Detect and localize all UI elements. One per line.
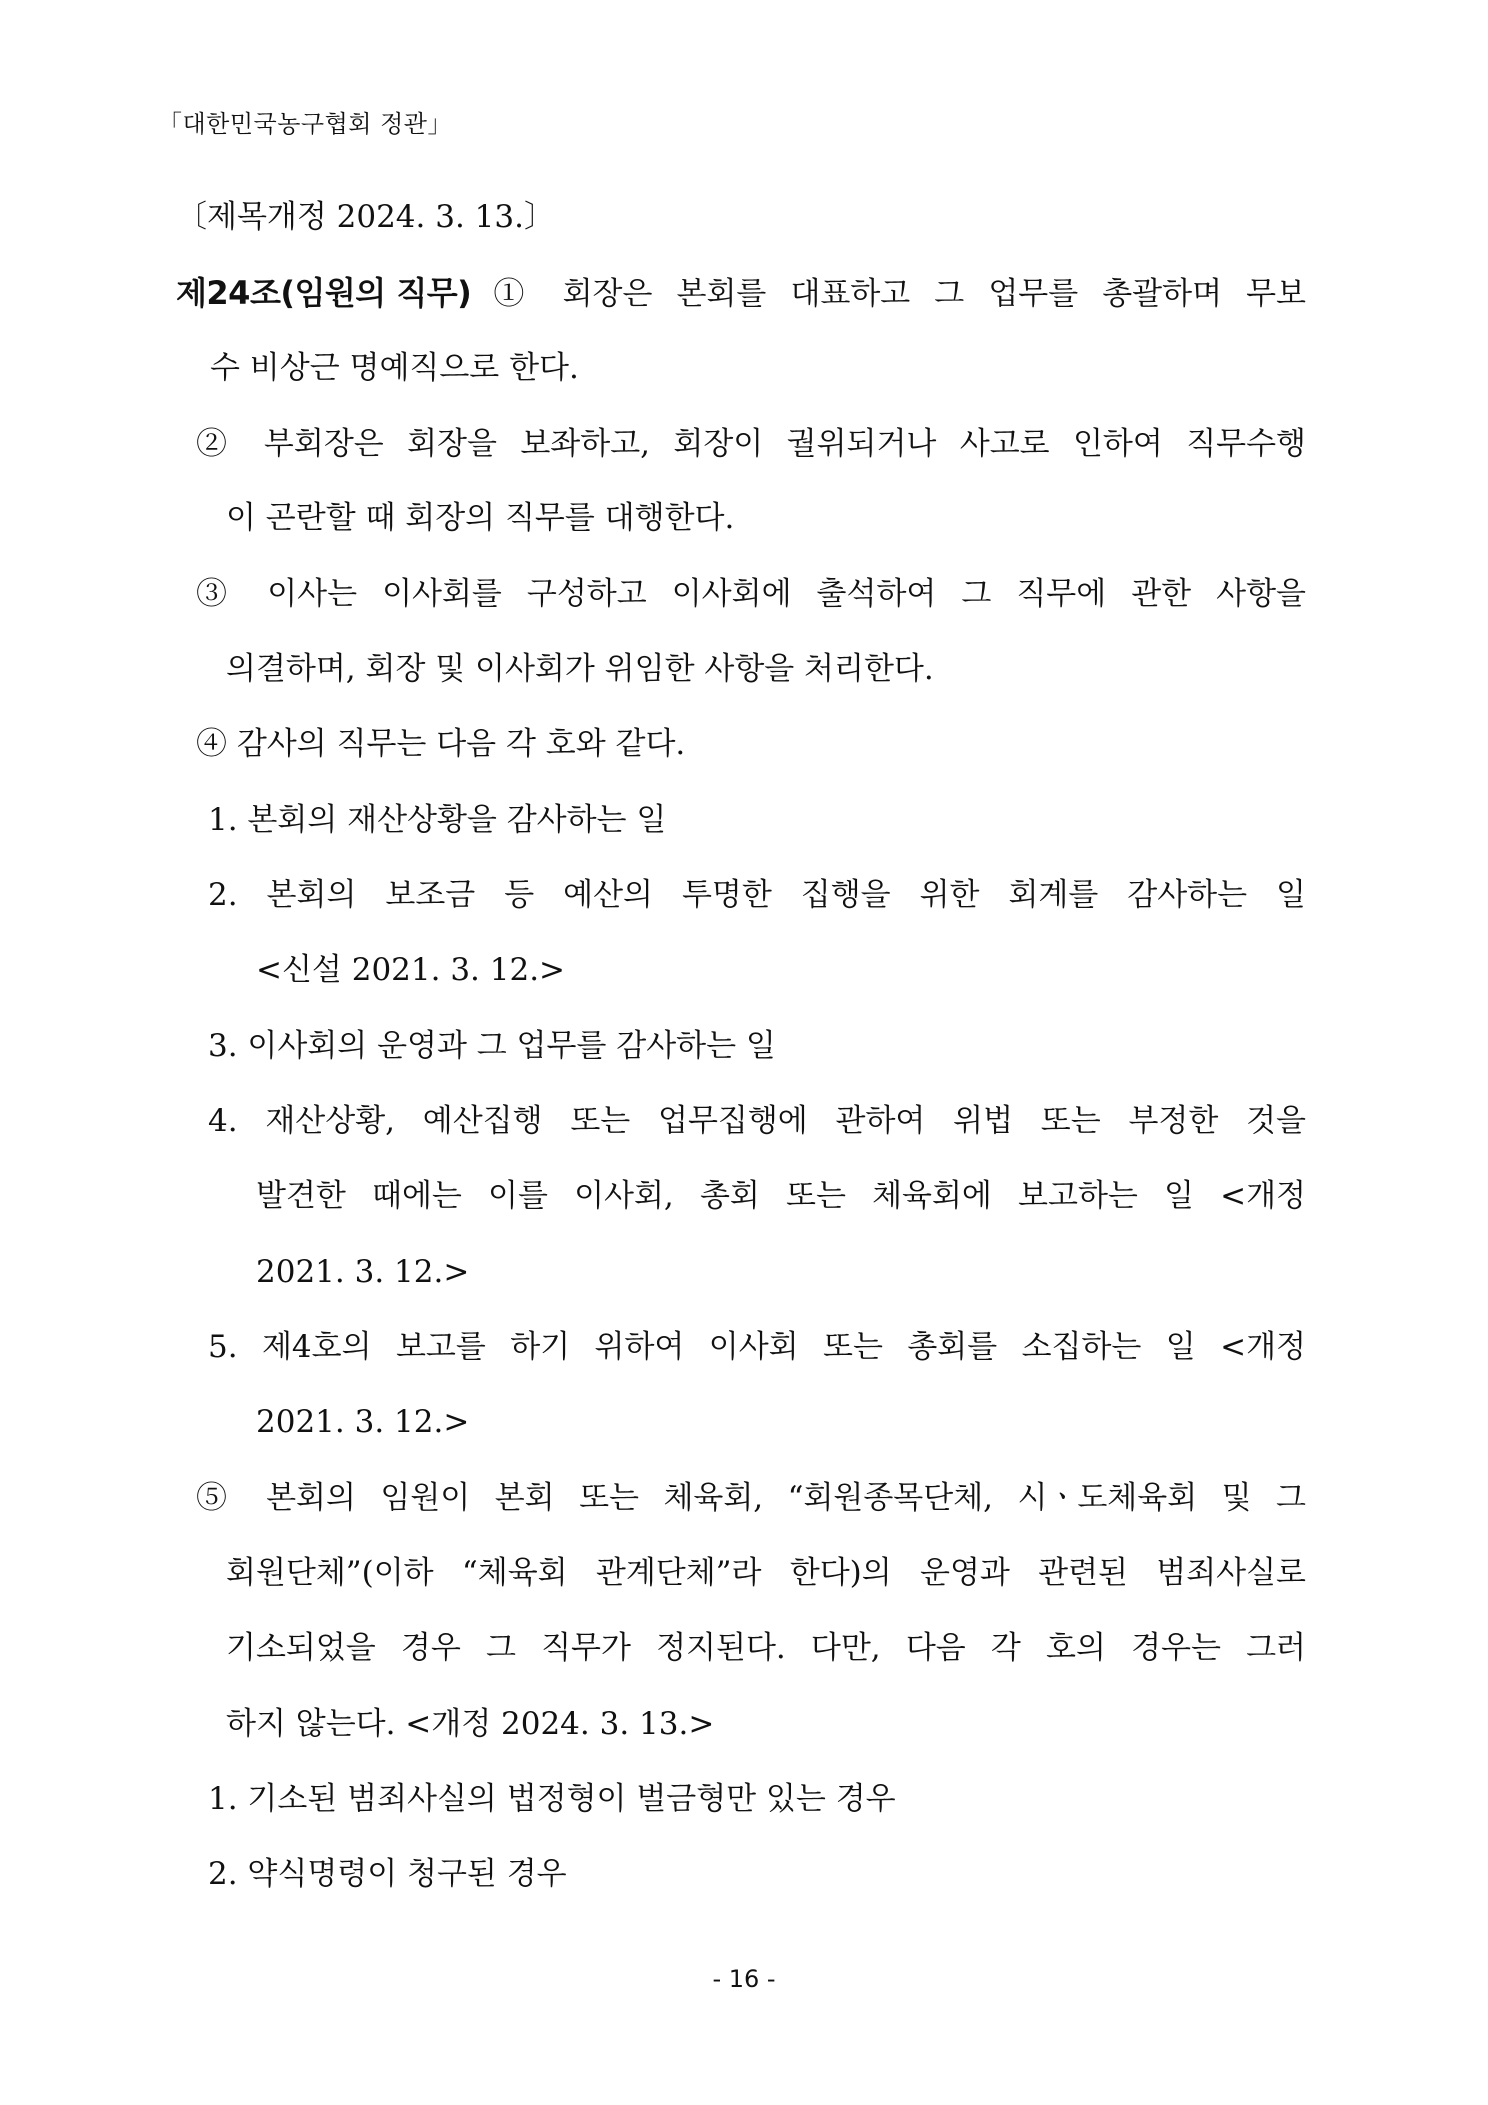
paragraph-4-text: ④ 감사의 직무는 다음 각 호와 같다. xyxy=(196,726,686,762)
paragraph-1-text: ① 회장은 본회를 대표하고 그 업무를 총괄하며 무보 xyxy=(493,276,1306,312)
paragraph-2-continuation: 이 곤란할 때 회장의 직무를 대행한다. xyxy=(226,500,735,536)
paragraph-5-continuation-3: 하지 않는다. <개정 2024. 3. 13.> xyxy=(226,1706,715,1742)
document-header: 「대한민국농구협회 정관」 xyxy=(158,110,452,138)
exception-item-1: 1. 기소된 범죄사실의 법정형이 벌금형만 있는 경우 xyxy=(208,1781,896,1817)
audit-item-2-continuation: <신설 2021. 3. 12.> xyxy=(256,952,566,988)
article-heading: 제24조(임원의 직무) xyxy=(176,274,472,312)
paragraph-5-text: ⑤ 본회의 임원이 본회 또는 체육회, “회원종목단체, 시ㆍ도체육회 및 그 xyxy=(196,1480,1306,1516)
article-24-first-line xyxy=(176,273,1306,314)
audit-item-3: 3. 이사회의 운영과 그 업무를 감사하는 일 xyxy=(208,1028,776,1064)
audit-item-4-continuation-2: 2021. 3. 12.> xyxy=(256,1254,470,1290)
paragraph-3-text: ③ 이사는 이사회를 구성하고 이사회에 출석하여 그 직무에 관한 사항을 xyxy=(196,576,1306,612)
paragraph-5-continuation-2: 기소되었을 경우 그 직무가 정지된다. 다만, 다음 각 호의 경우는 그러 xyxy=(226,1630,1306,1666)
title-revision-note: 〔제목개정 2024. 3. 13.〕 xyxy=(176,199,555,235)
audit-item-4: 4. 재산상황, 예산집행 또는 업무집행에 관하여 위법 또는 부정한 것을 xyxy=(208,1103,1306,1139)
audit-item-4-continuation-1: 발견한 때에는 이를 이사회, 총회 또는 체육회에 보고하는 일 <개정 xyxy=(256,1178,1306,1214)
audit-item-2: 2. 본회의 보조금 등 예산의 투명한 집행을 위한 회계를 감사하는 일 xyxy=(208,877,1306,913)
paragraph-2-text: ② 부회장은 회장을 보좌하고, 회장이 궐위되거나 사고로 인하여 직무수행 xyxy=(196,426,1306,462)
audit-item-1: 1. 본회의 재산상황을 감사하는 일 xyxy=(208,802,667,838)
exception-item-2: 2. 약식명령이 청구된 경우 xyxy=(208,1856,567,1892)
paragraph-1-continuation: 수 비상근 명예직으로 한다. xyxy=(210,350,579,386)
audit-item-5: 5. 제4호의 보고를 하기 위하여 이사회 또는 총회를 소집하는 일 <개정 xyxy=(208,1329,1306,1365)
paragraph-5-continuation-1: 회원단체”(이하 “체육회 관계단체”라 한다)의 운영과 관련된 범죄사실로 xyxy=(226,1555,1306,1591)
audit-item-5-continuation: 2021. 3. 12.> xyxy=(256,1404,470,1440)
page-number: - 16 - xyxy=(712,1965,776,1993)
paragraph-3-continuation: 의결하며, 회장 및 이사회가 위임한 사항을 처리한다. xyxy=(226,651,934,687)
